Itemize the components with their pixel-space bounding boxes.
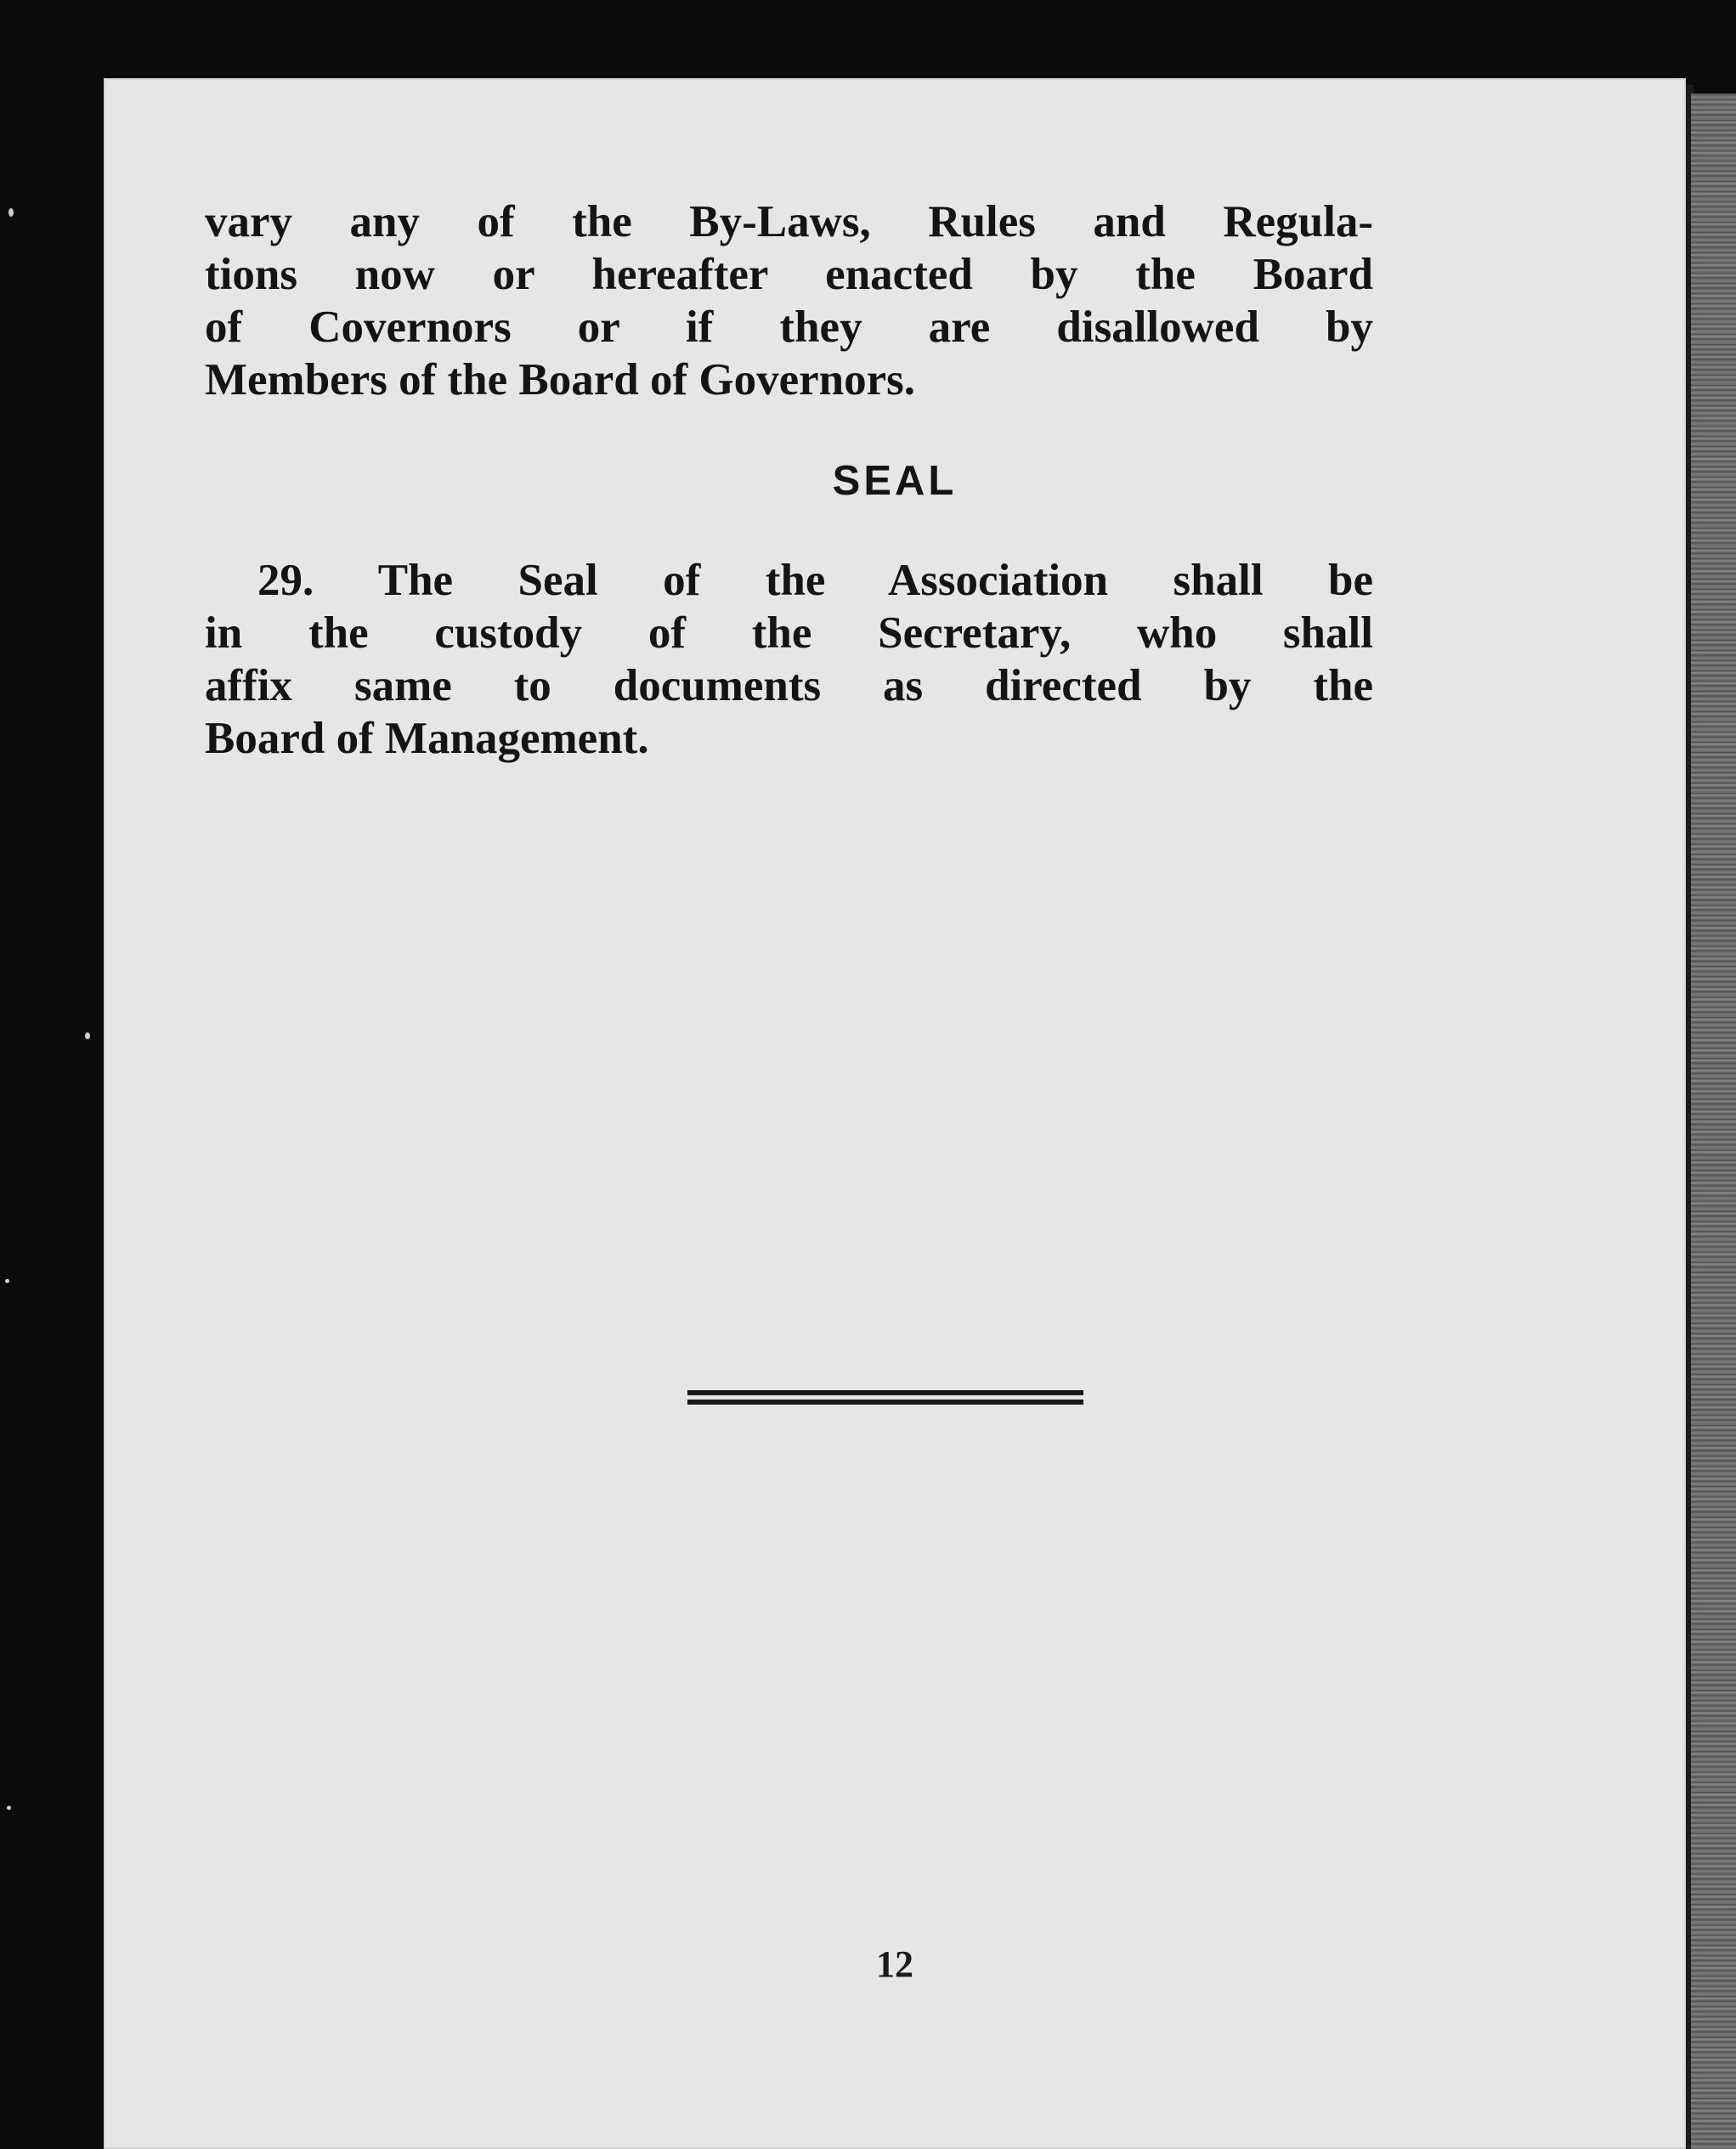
- section-heading-seal: SEAL: [832, 458, 958, 504]
- paragraph-29-seal: [205, 554, 1373, 765]
- text-line: Board of Management.: [205, 714, 649, 763]
- page-number: 12: [876, 1943, 913, 1985]
- double-rule-divider: [687, 1390, 1083, 1407]
- text-line: vary any of the By-Laws, Rules and Regula-: [205, 197, 1373, 246]
- text-line: tions now or hereafter enacted by the Board: [205, 250, 1373, 299]
- text-line: of Covernors or if they are disallowed by: [205, 303, 1373, 352]
- scan-speck: [7, 1806, 11, 1810]
- text-line: affix same to documents as directed by the: [205, 661, 1373, 710]
- text-line: in the custody of the Secretary, who shall: [205, 608, 1373, 658]
- adjacent-page-edge: [1691, 93, 1736, 2149]
- scan-speck: [8, 208, 14, 217]
- text-line: [205, 554, 1373, 607]
- paragraph-bylaws-continuation: [205, 195, 1373, 406]
- divider-line-top: [687, 1390, 1083, 1395]
- divider-line-bottom: [687, 1400, 1083, 1405]
- scan-speck: [85, 1032, 90, 1039]
- text-line-content: 29. The Seal of the Association shall be: [257, 556, 1373, 605]
- scan-speck: [5, 1279, 9, 1283]
- text-line: Members of the Board of Governors.: [205, 355, 916, 404]
